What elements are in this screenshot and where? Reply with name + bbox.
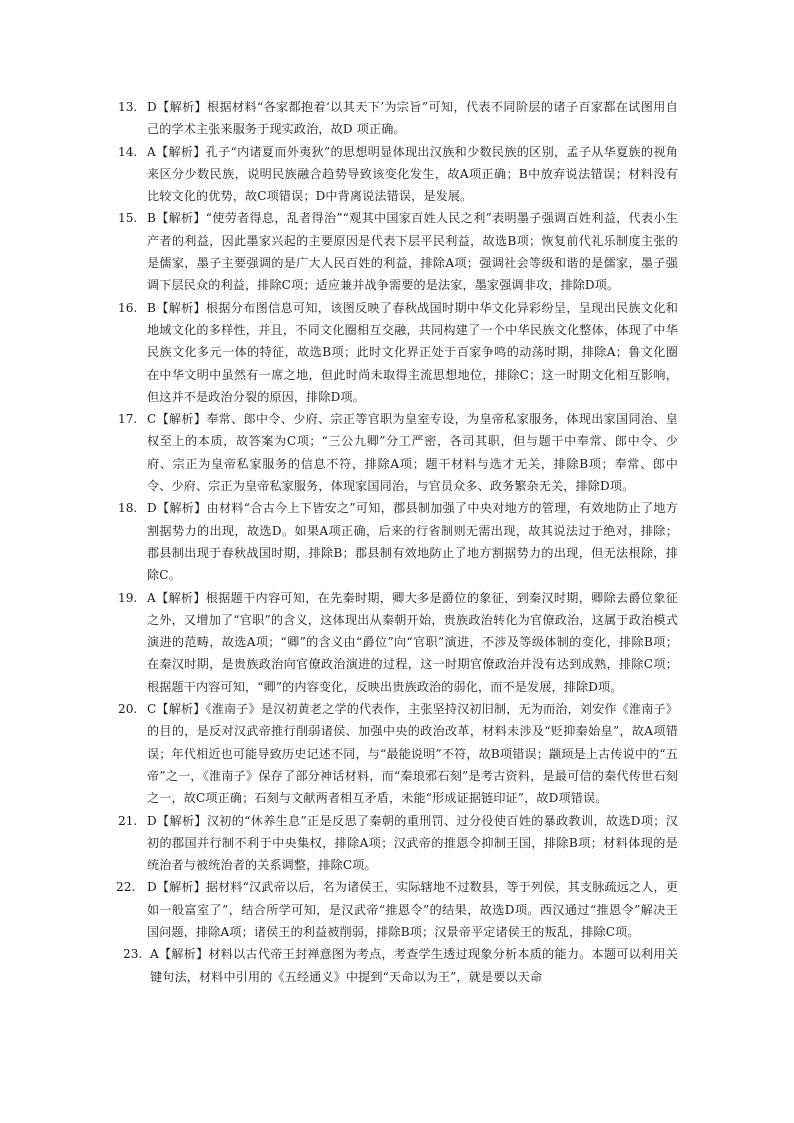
answer-explanations	[118, 96, 678, 988]
answer-item	[118, 876, 678, 943]
answer-item	[118, 587, 678, 698]
item-number: 20.	[118, 702, 138, 717]
answer-item	[118, 207, 678, 296]
item-number: 22.	[116, 880, 136, 895]
item-text: B【解析】“使劳者得息，乱者得治”“观其中国家百姓人民之利”表明墨子强调百姓利益，代表小生产者的利益，因此墨家兴起的主要原因是代表下层平民利益，故选B项；恢复前代礼乐制度主张的是儒家，墨子主要强调的是广大人民百姓的利益，排除A项；强调社会等级和谐的是儒家，墨子强调下层民众的利益，排除C项；适应兼并战争需要的是法家，墨家强调非攻，排除D项。	[147, 211, 678, 293]
item-text: A【解析】根据题干内容可知，在先秦时期，卿大多是爵位的象征，到秦汉时期，卿除去爵位象征之外，又增加了“官职”的含义，这体现出从秦朝开始，贵族政治转化为官僚政治，这属于政治模式演进的范畴，故选A项；“卿”的含义由“爵位”向“官职”演进，不涉及等级体制的变化，排除B项；在秦汉时期，是贵族政治向官僚政治演进的过程，这一时期官僚政治并没有达到成熟，排除C项；根据题干内容可知，“卿”的内容变化，反映出贵族政治的弱化，而不是发展，排除D项。	[147, 590, 678, 694]
answer-item	[118, 497, 678, 586]
item-text: A【解析】孔子“内诸夏而外夷狄”的思想明显体现出汉族和少数民族的区别，孟子从华夏族的视角来区分少数民族，说明民族融合趋势导致该变化发生，故A项正确；B中放弃说法错误；材料没有比较文化的优势，故C项错误；D中背离说法错误，是发展。	[147, 144, 678, 204]
item-text: C【解析】奉常、郎中令、少府、宗正等官职为皇室专设，为皇帝私家服务，体现出家国同治、皇权至上的本质，故答案为C项；“三公九卿”分工严密，各司其职，但与题干中奉常、郎中令、少府、宗正为皇帝私家服务的信息不符，排除A项；题干材料与选才无关，排除B项；奉常、郎中令、少府、宗正为皇帝私家服务，体现家国同治，与官员众多、政务繁杂无关，排除D项。	[147, 412, 678, 494]
answer-item	[118, 943, 678, 988]
answer-item	[118, 810, 678, 877]
item-text: D【解析】根据材料“各家都抱着‘以其天下’为宗旨”可知，代表不同阶层的诸子百家都在试图用自己的学术主张来服务于现实政治，故D 项正确。	[147, 100, 678, 137]
answer-item	[118, 96, 678, 141]
item-number: 15.	[118, 211, 138, 226]
item-text: D【解析】由材料“合古今上下皆安之”可知，郡县制加强了中央对地方的管理，有效地防止了地方割据势力的出现，故选D。如果A项正确，后来的行省制则无需出现，故其说法过于绝对，排除；郡县制出现于春秋战国时期，排除B；郡县制有效地防止了地方割据势力的出现，但无法根除，排除C。	[147, 501, 678, 583]
answer-item	[118, 408, 678, 497]
item-text: C【解析】《淮南子》是汉初黄老之学的代表作，主张坚持汉初旧制，无为而治，刘安作《淮南子》的目的，是反对汉武帝推行削弱诸侯、加强中央的政治改革，材料未涉及“贬抑秦始皇”，故A项错误；年代相近也可能导致历史记述不同，与“最能说明”不符，故B项错误；颛顼是上古传说中的“五帝”之一，《淮南子》保存了部分神话材料，而“秦琅邪石刻”是考古资料，是最可信的秦代传世石刻之一，故C项正确；石刻与文献两者相互矛盾，未能“形成证据链印证”，故D项错误。	[147, 702, 678, 806]
answer-item	[118, 141, 678, 208]
item-text: D【解析】据材料“汉武帝以后，名为诸侯王，实际辖地不过数县，等于列侯，其支脉疏远之人，更如一般富室了”，结合所学可知，是汉武帝“推恩令”的结果，故选D项。西汉通过“推恩令”解决王国问题，排除A项；诸侯王的利益被削弱，排除B项；汉景帝平定诸侯王的叛乱，排除C项。	[147, 880, 678, 939]
item-number: 23.	[123, 947, 143, 962]
item-text: A【解析】材料以古代帝王封禅意图为考点，考查学生透过现象分析本质的能力。本题可以利用关键句法，材料中引用的《五经通义》中提到“天命以为王”，就是要以天命	[150, 947, 678, 984]
item-number: 19.	[118, 590, 138, 605]
item-number: 16.	[118, 300, 138, 315]
item-text: B【解析】根据分布图信息可知，该图反映了春秋战国时期中华文化异彩纷呈，呈现出民族文化和地域文化的多样性，并且，不同文化圈相互交融，共同构建了一个中华民族文化整体，体现了中华民族文化多元一体的特征，故选B项；此时文化界正处于百家争鸣的动荡时期，排除A；鲁文化圈在中华文明中虽然有一席之地，但此时尚未取得主流思想地位，排除C；这一时期文化相互影响，但这并不是政治分裂的原因，排除D项。	[147, 300, 678, 404]
item-number: 21.	[118, 813, 138, 828]
item-number: 13.	[118, 100, 138, 114]
answer-item	[118, 297, 678, 408]
item-text: D【解析】汉初的“休养生息”正是反思了秦朝的重刑罚、过分役使百姓的暴政教训，故选D项；汉初的郡国并行制不利于中央集权，排除A项；汉武帝的推恩令抑制王国，排除B项；材料体现的是统治者与被统治者的关系调整，排除C项。	[147, 813, 678, 873]
answer-item	[118, 698, 678, 809]
item-number: 18.	[118, 501, 138, 516]
item-number: 14.	[118, 144, 138, 159]
item-number: 17.	[118, 412, 138, 427]
